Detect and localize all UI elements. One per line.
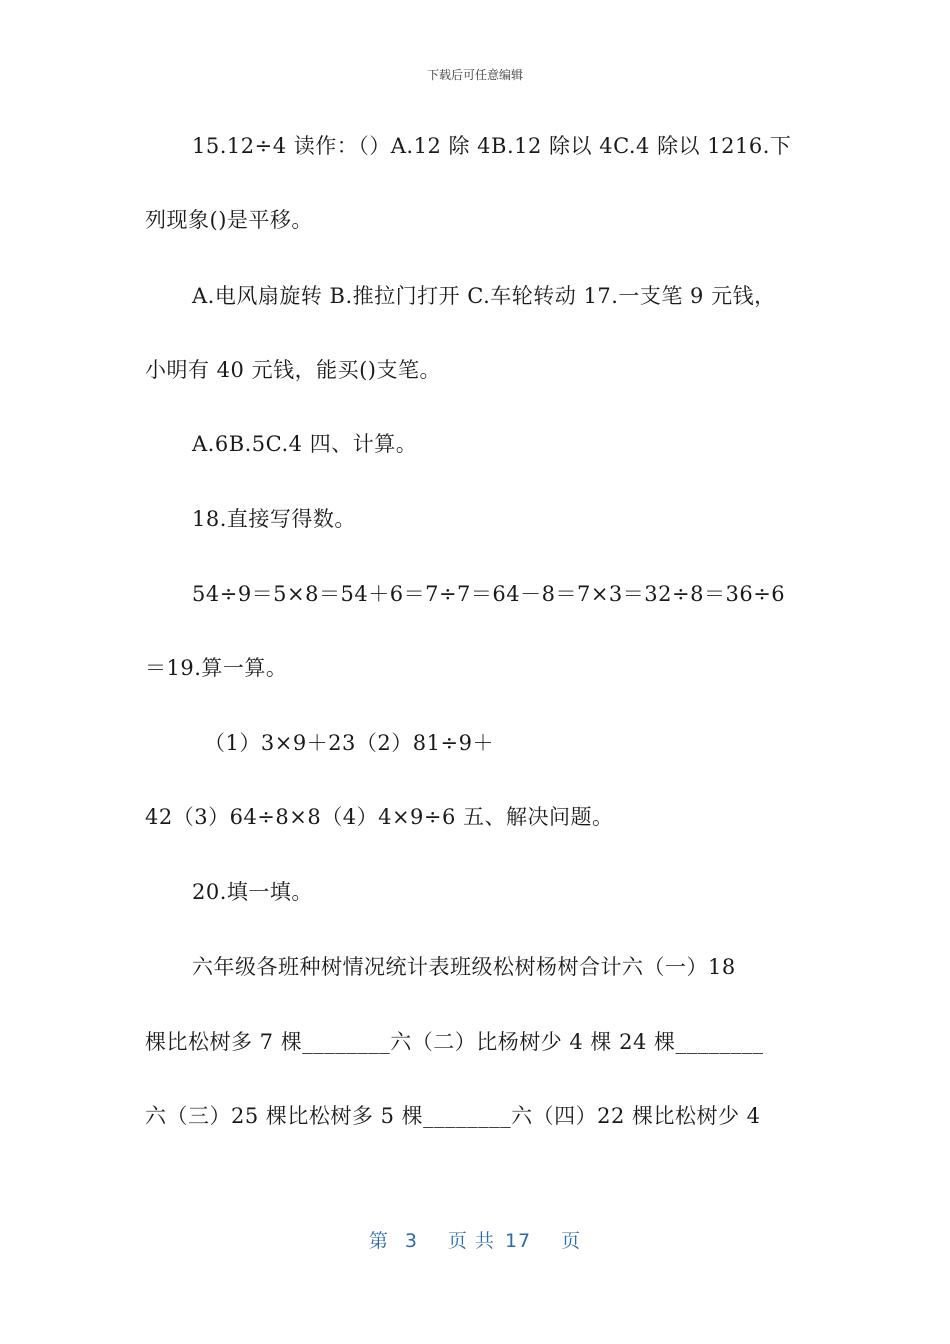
- text-line-13: 棵比松树多 7 棵________六（二）比杨树少 4 棵 24 棵________: [145, 1030, 764, 1054]
- page-footer: [0, 1226, 950, 1253]
- text-line-2: 列现象()是平移。: [145, 208, 313, 232]
- footer-page-current: 3: [404, 1230, 418, 1252]
- text-line-3: A.电风扇旋转 B.推拉门打开 C.车轮转动 17.一支笔 9 元钱，: [192, 284, 776, 308]
- text-line-9: （1）3×9＋23（2）81÷9＋: [204, 731, 494, 755]
- text-line-8: ＝19.算一算。: [145, 656, 288, 680]
- footer-word-ye-gong: 页 共: [447, 1230, 495, 1252]
- text-line-1: 15.12÷4 读作：（）A.12 除 4B.12 除以 4C.4 除以 1216.下: [192, 134, 792, 158]
- footer-page-total: 17: [504, 1230, 532, 1252]
- text-line-12: 六年级各班种树情况统计表班级松树杨树合计六（一）18: [192, 955, 736, 979]
- text-line-4: 小明有 40 元钱，能买()支笔。: [145, 358, 441, 382]
- text-line-6: 18.直接写得数。: [192, 507, 356, 531]
- text-line-14: 六（三）25 棵比松树多 5 棵________六（四）22 棵比松树少 4: [145, 1104, 761, 1128]
- text-line-10: 42（3）64÷8×8（4）4×9÷6 五、解决问题。: [145, 805, 614, 829]
- footer-word-di: 第: [368, 1230, 389, 1252]
- footer-word-ye: 页: [561, 1230, 582, 1252]
- page-header-note: 下载后可任意编辑: [426, 68, 523, 82]
- text-line-11: 20.填一填。: [192, 880, 313, 904]
- text-line-5: A.6B.5C.4 四、计算。: [192, 432, 418, 456]
- text-line-7: 54÷9＝5×8＝54＋6＝7÷7＝64－8＝7×3＝32÷8＝36÷6: [192, 582, 786, 606]
